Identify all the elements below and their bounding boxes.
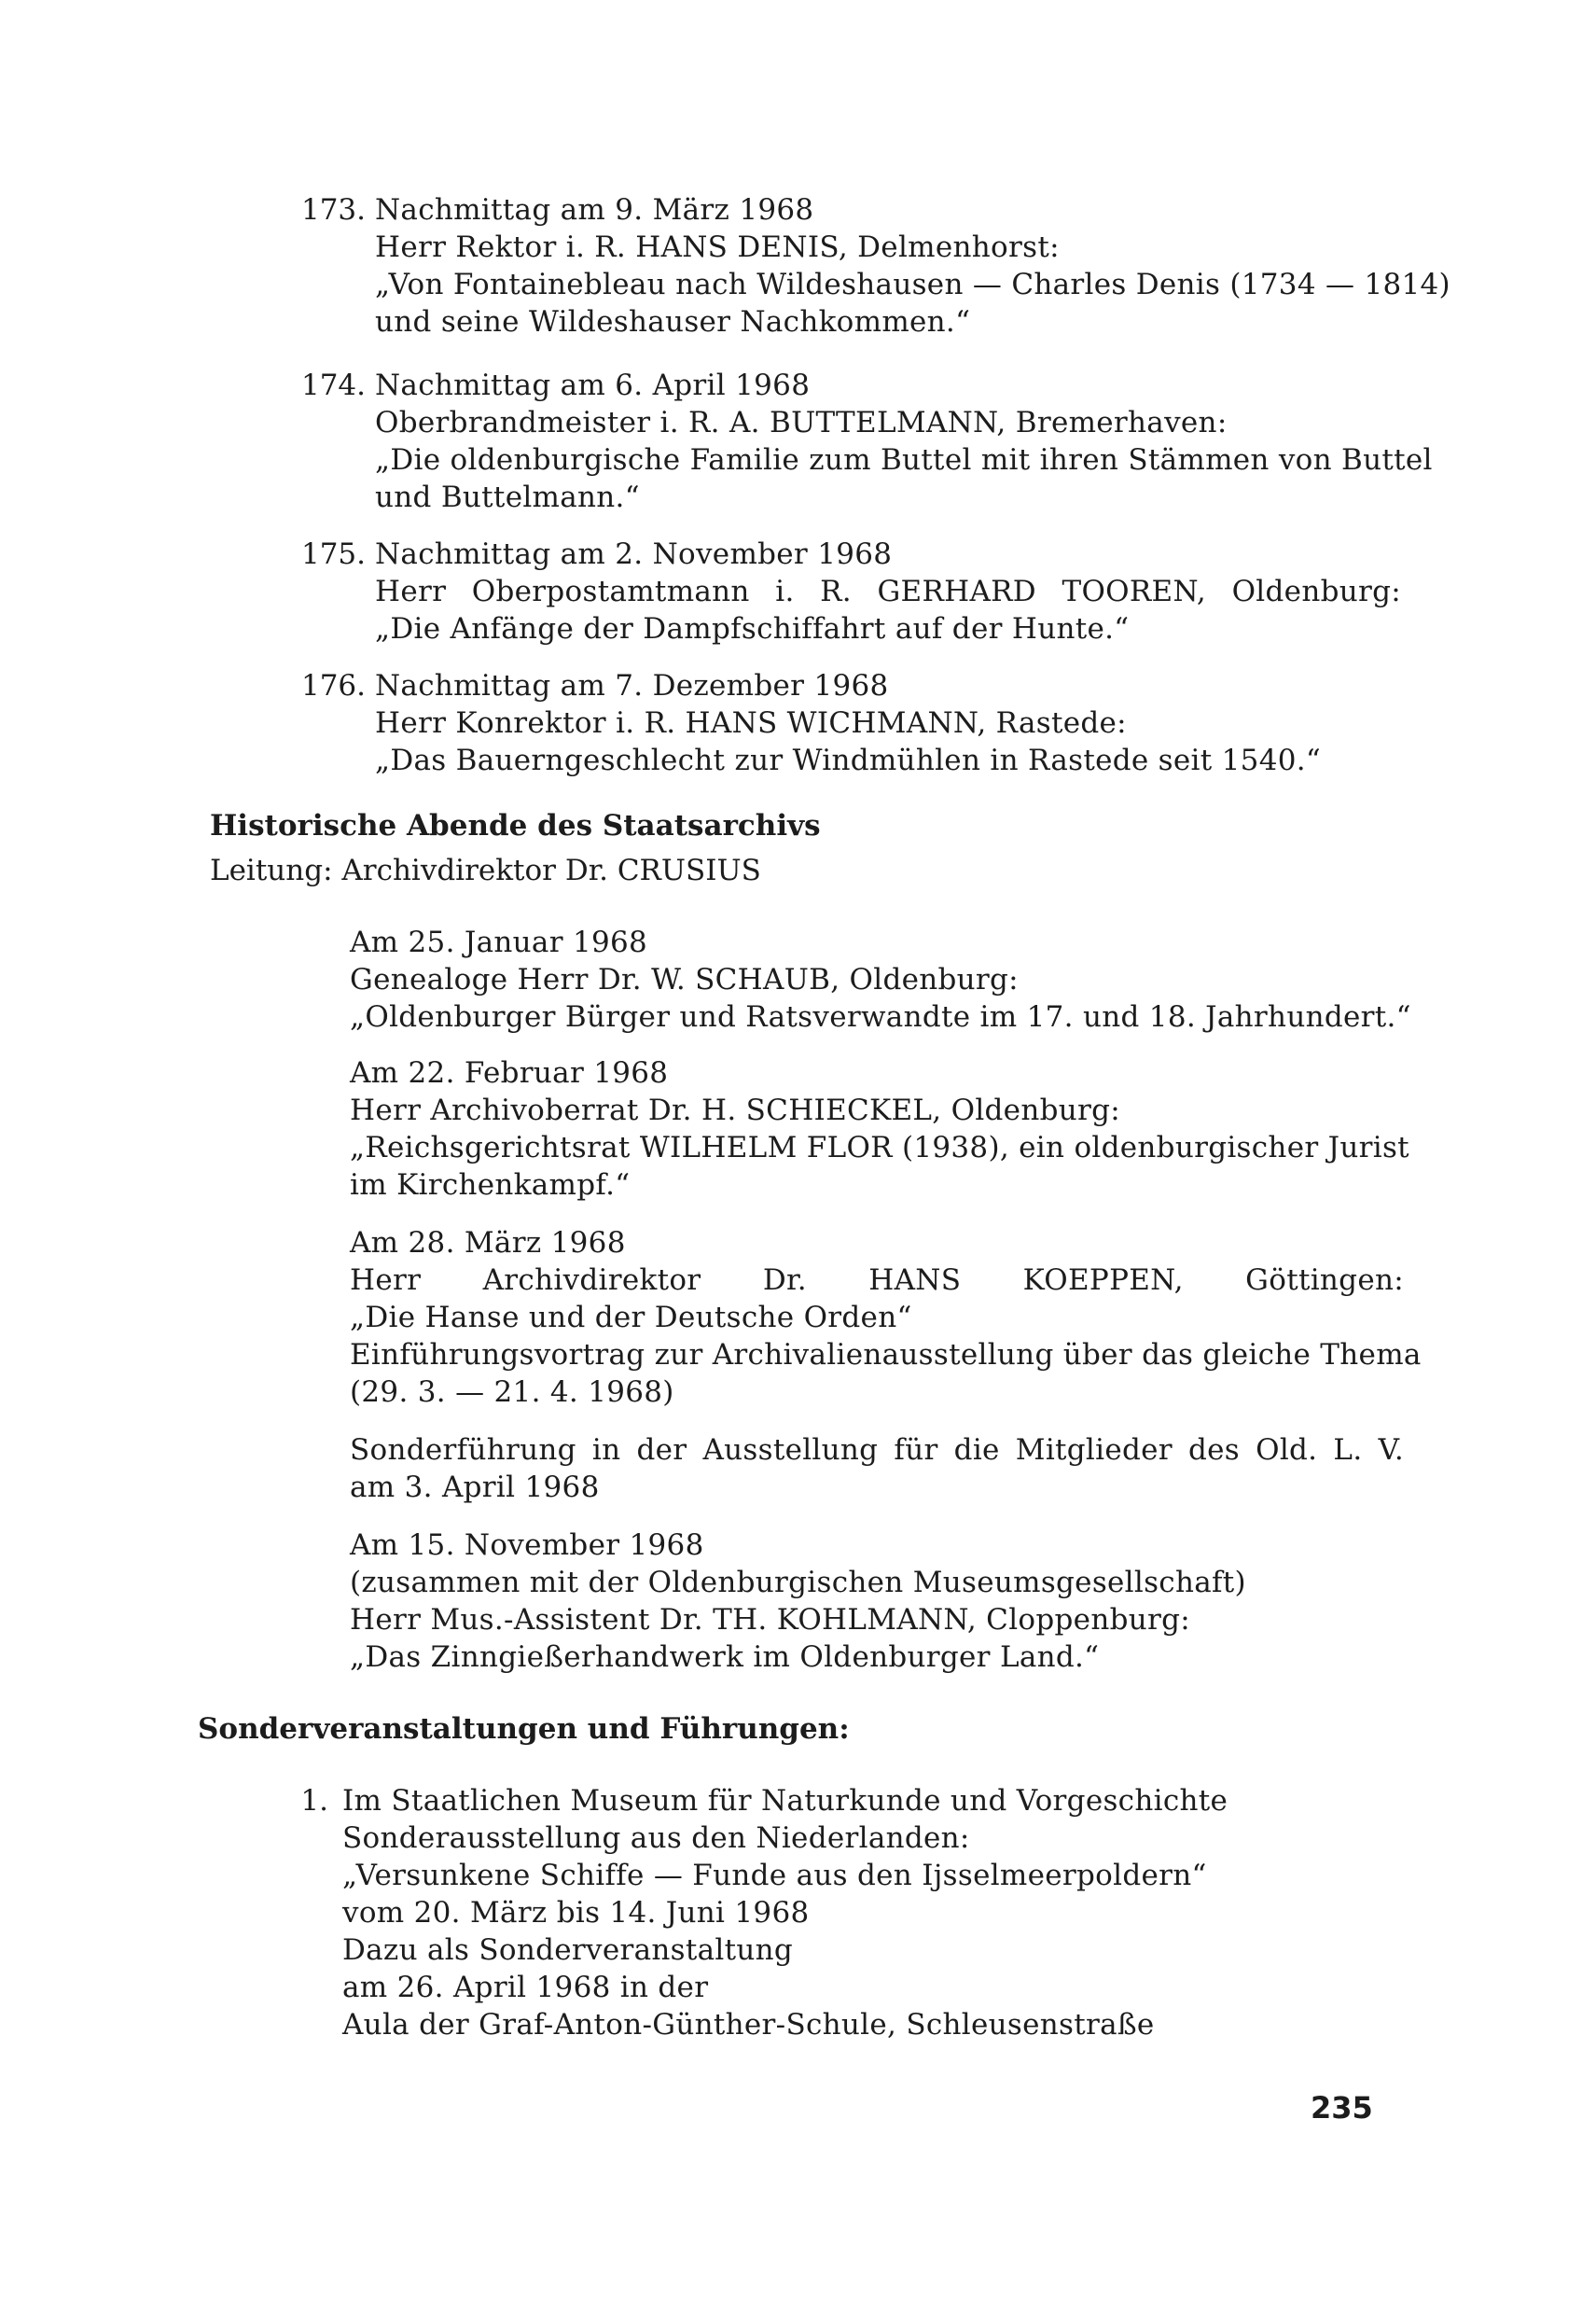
special-event-line: Im Staatlichen Museum für Naturkunde und Vorgeschichte (342, 1784, 1228, 1818)
lecture-speaker: Herr Oberpostamtmann i. R. GERHARD TOOREN, Oldenburg: (375, 575, 1401, 608)
event-line: Sonderführung in der Ausstellung für die Mitglieder des Old. L. V. (350, 1433, 1404, 1467)
lecture-date: Nachmittag am 2. November 1968 (375, 537, 893, 571)
lecture-speaker: Herr Konrektor i. R. HANS WICHMANN, Rastede: (375, 706, 1127, 740)
event-block (350, 1431, 1404, 1506)
lecture-body (375, 367, 1433, 516)
event-line: „Die Hanse und der Deutsche Orden“ (350, 1301, 912, 1334)
event-line: Am 22. Februar 1968 (350, 1056, 669, 1090)
event-line: „Oldenburger Bürger und Ratsverwandte im 17. und 18. Jahrhundert.“ (350, 1000, 1411, 1034)
lecture-title-line: „Von Fontainebleau nach Wildeshausen — Charles Denis (1734 — 1814) (375, 268, 1450, 301)
lecture-title-line: und seine Wildeshauser Nachkommen.“ (375, 305, 971, 339)
special-event-body (342, 1782, 1368, 2043)
lecture-number: 174. (300, 369, 366, 402)
event-line: „Reichsgerichtsrat WILHELM FLOR (1938), ein oldenburgischer Jurist (350, 1131, 1409, 1164)
special-event-number: 1. (300, 1784, 328, 1818)
event-block (350, 1526, 1404, 1676)
lecture-number: 176. (300, 669, 366, 703)
special-event-line: Aula der Graf-Anton-Günther-Schule, Schleusenstraße (342, 2008, 1155, 2042)
lecture-number: 175. (300, 537, 366, 571)
lecture-body (375, 667, 1401, 779)
lecture-speaker: Herr Rektor i. R. HANS DENIS, Delmenhorst: (375, 230, 1060, 264)
event-line: Am 25. Januar 1968 (350, 926, 648, 959)
special-event-line: vom 20. März bis 14. Juni 1968 (342, 1896, 810, 1930)
lecture-date: Nachmittag am 6. April 1968 (375, 369, 811, 402)
lecture-title-line: „Die oldenburgische Familie zum Buttel mit ihren Stämmen von Buttel (375, 443, 1433, 477)
event-line: Am 28. März 1968 (350, 1226, 626, 1260)
event-line: Einführungsvortrag zur Archivalienausstellung über das gleiche Thema (350, 1338, 1422, 1372)
event-line: (29. 3. — 21. 4. 1968) (350, 1375, 674, 1409)
lecture-speaker: Oberbrandmeister i. R. A. BUTTELMANN, Bremerhaven: (375, 406, 1228, 439)
event-line: im Kirchenkampf.“ (350, 1168, 631, 1202)
section-heading: Historische Abende des Staatsarchivs (210, 809, 821, 843)
event-block (350, 1054, 1409, 1204)
event-line: Am 15. November 1968 (350, 1528, 704, 1562)
event-line: (zusammen mit der Oldenburgischen Museumsgesellschaft) (350, 1566, 1246, 1599)
event-line: Genealoge Herr Dr. W. SCHAUB, Oldenburg: (350, 963, 1019, 997)
lecture-title-line: und Buttelmann.“ (375, 481, 640, 514)
lecture-date: Nachmittag am 9. März 1968 (375, 193, 814, 227)
event-block (350, 1224, 1422, 1411)
lecture-title-line: „Die Anfänge der Dampfschiffahrt auf der Hunte.“ (375, 612, 1130, 646)
lecture-number: 173. (300, 193, 366, 227)
section-heading: Sonderveranstaltungen und Führungen: (198, 1712, 850, 1746)
event-line: Herr Archivdirektor Dr. HANS KOEPPEN, Göttingen: (350, 1263, 1404, 1297)
lecture-title-line: „Das Bauerngeschlecht zur Windmühlen in Rastede seit 1540.“ (375, 744, 1322, 777)
lecture-date: Nachmittag am 7. Dezember 1968 (375, 669, 889, 703)
event-line: am 3. April 1968 (350, 1471, 600, 1504)
special-event-line: am 26. April 1968 in der (342, 1971, 709, 2004)
event-line: Herr Archivoberrat Dr. H. SCHIECKEL, Oldenburg: (350, 1094, 1121, 1127)
special-event-line: Dazu als Sonderveranstaltung (342, 1933, 794, 1967)
special-event-line: Sonderausstellung aus den Niederlanden: (342, 1821, 970, 1855)
special-event-line: „Versunkene Schiffe — Funde aus den Ijsselmeerpoldern“ (342, 1859, 1207, 1892)
section-leadership: Leitung: Archivdirektor Dr. CRUSIUS (210, 854, 761, 887)
lecture-body (375, 536, 1401, 648)
event-block (350, 924, 1411, 1036)
event-line: „Das Zinngießerhandwerk im Oldenburger Land.“ (350, 1640, 1100, 1674)
lecture-body (375, 191, 1450, 341)
page-number: 235 (1311, 2090, 1373, 2126)
event-line: Herr Mus.-Assistent Dr. TH. KOHLMANN, Cloppenburg: (350, 1603, 1190, 1637)
